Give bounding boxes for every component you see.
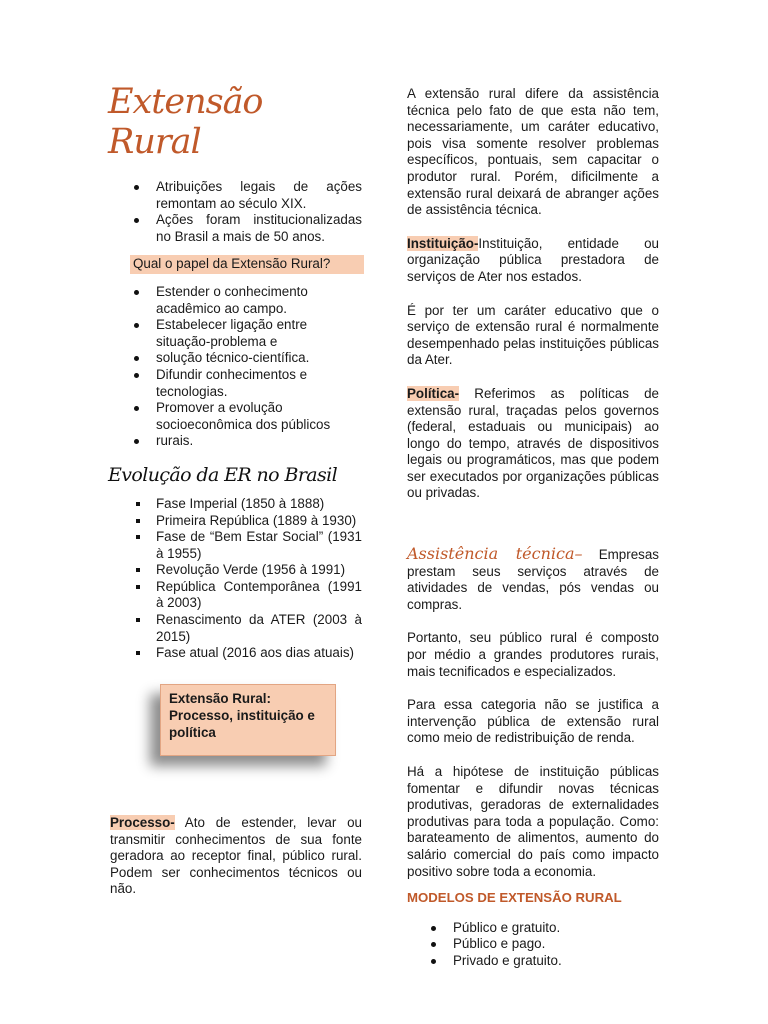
page-title: Extensão Rural — [108, 82, 263, 162]
evolution-heading: Evolução da ER no Brasil — [108, 463, 338, 486]
intro-paragraph: A extensão rural difere da assistência técnica pelo fato de que esta não tem, necessariamente, um caráter educativo, pois visa somente resolver problemas específicos, pontuais, sem capacitar o produtor rural. Porém, dificilmente a extensão rural deixará de abranger ações de assistência técnica. — [407, 86, 659, 218]
instituicao-paragraph — [407, 236, 659, 286]
instituicao-label: Instituição- — [407, 235, 479, 251]
processo-paragraph — [110, 815, 362, 898]
list-item: Público e gratuito. — [407, 920, 659, 937]
list-item: Estender o conhecimento acadêmico ao campo. — [110, 284, 362, 317]
educativo-paragraph: É por ter um caráter educativo que o serviço de extensão rural é normalmente desempenhado pelas instituições públicas da Ater. — [407, 302, 659, 368]
modelos-heading: MODELOS DE EXTENSÃO RURAL — [407, 890, 622, 906]
list-item: solução técnico-científica. — [110, 350, 362, 367]
list-item: Revolução Verde (1956 à 1991) — [110, 562, 362, 579]
assistencia-paragraph — [407, 546, 659, 613]
assistencia-text: Empresas prestam seus serviços através de atividades de vendas, pós vendas ou compras. — [407, 547, 659, 612]
processo-text: Ato de estender, levar ou transmitir conhecimentos de sua fonte geradora ao receptor final, público rural. Podem ser conhecimentos técnicos ou não. — [110, 815, 362, 897]
list-item: Público e pago. — [407, 936, 659, 953]
list-item: Estabelecer ligação entre situação-problema e — [110, 317, 362, 350]
intro-list — [110, 179, 362, 245]
list-item: Renascimento da ATER (2003 à 2015) — [110, 612, 362, 645]
list-item: Primeira República (1889 à 1930) — [110, 513, 362, 530]
hipotese-paragraph: Há a hipótese de instituição públicas fomentar e difundir novas técnicas produtivas, geradoras de externalidades produtivas para toda a população. Como: barateamento de alimentos, aumento do salário comercial do país como impacto positivo sobre toda a economia. — [407, 764, 659, 879]
assistencia-label: Assistência técnica– — [407, 544, 583, 564]
list-item: Difundir conhecimentos e tecnologias. — [110, 367, 362, 400]
question-highlight: Qual o papel da Extensão Rural? — [130, 255, 364, 274]
right-column — [407, 86, 659, 970]
list-item: Fase atual (2016 aos dias atuais) — [110, 645, 362, 662]
list-item: República Contemporânea (1991 à 2003) — [110, 579, 362, 612]
left-column — [110, 82, 362, 662]
evolution-list — [110, 496, 362, 662]
role-list — [110, 284, 362, 450]
processo-label: Processo- — [110, 815, 175, 830]
modelos-list — [407, 920, 659, 970]
list-item: rurais. — [110, 433, 362, 450]
politica-paragraph — [407, 386, 659, 502]
categoria-paragraph: Para essa categoria não se justifica a intervenção pública de extensão rural como meio de redistribuição de renda. — [407, 697, 659, 746]
callout-box: Extensão Rural: Processo, instituição e política — [160, 684, 336, 756]
list-item: Promover a evolução socioeconômica dos públicos — [110, 400, 362, 433]
politica-text: Referimos as políticas de extensão rural, traçadas pelos governos (federal, estaduais ou municipais) ao longo do tempo, através de dispositivos legais ou programáticos, mas que podem ser executados por organizações públicas ou privadas. — [407, 385, 659, 501]
list-item: Fase de “Bem Estar Social” (1931 à 1955) — [110, 529, 362, 562]
instituicao-text: Instituição, entidade ou organização pública prestadora de serviços de Ater nos estados. — [407, 235, 659, 284]
portanto-paragraph: Portanto, seu público rural é composto por médio a grandes produtores rurais, mais tecnificados e especializados. — [407, 630, 659, 679]
list-item: Ações foram institucionalizadas no Brasil a mais de 50 anos. — [110, 212, 362, 245]
politica-label: Política- — [407, 385, 460, 401]
list-item: Privado e gratuito. — [407, 953, 659, 970]
list-item: Fase Imperial (1850 à 1888) — [110, 496, 362, 513]
list-item: Atribuições legais de ações remontam ao século XIX. — [110, 179, 362, 212]
